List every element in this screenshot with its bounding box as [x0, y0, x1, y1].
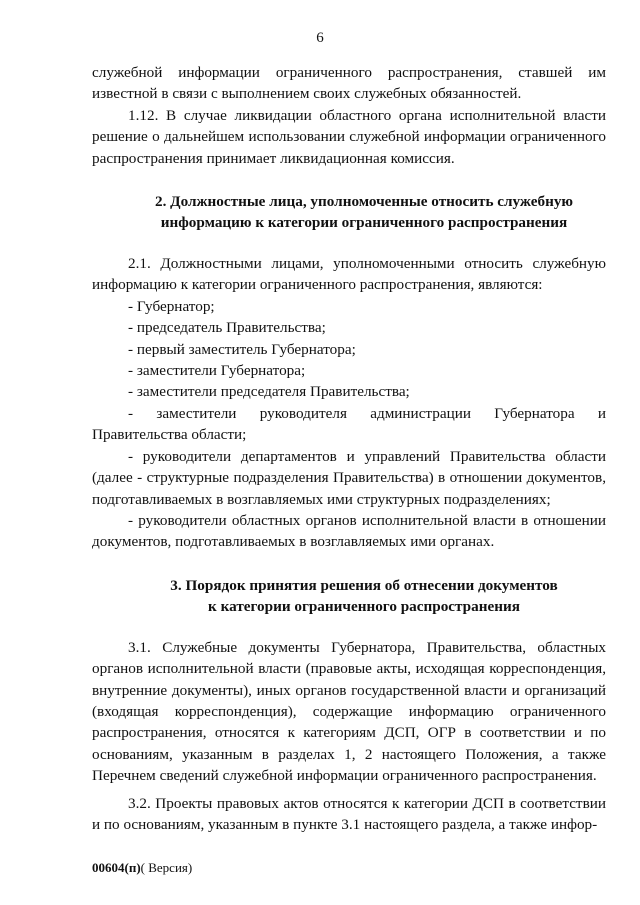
list-item: - заместители руководителя администрации Губернатора и Правительства области;	[92, 404, 606, 444]
footer-version: ( Версия)	[140, 860, 193, 875]
paragraph-continuation: служебной информации ограниченного распространения, ставшей им известной в связи с выполнением своих служебных обязанностей.	[92, 64, 606, 103]
section-2-heading	[92, 191, 606, 233]
list-item: - председатель Правительства;	[128, 319, 326, 337]
page-number: 6	[316, 30, 324, 46]
paragraph-3-1: 3.1. Служебные документы Губернатора, Правительства, областных органов исполнительной власти (правовые акты, исходящая корреспонденция, внутренние документы), иных органов государственной власти и организаций (входящая корреспонденция), содержащие информацию ограниченного распространения, относятся к категориям ДСП, ОГР в соответствии и по основаниям, указанным в разделах 1, 2 настоящего Положения, а также Перечнем сведений служебной информации ограниченного распространения.	[92, 638, 606, 785]
section-3-heading-line2: к категории ограниченного распространения	[208, 597, 520, 615]
list-item: - руководители департаментов и управлений Правительства области (далее - структурные подразделения Правительства) в отношении документов, подготавливаемых в возглавляемых ими структурных подразделениях;	[92, 447, 606, 508]
list-item: - заместители Губернатора;	[128, 362, 306, 380]
list-item: - Губернатор;	[128, 297, 215, 315]
section-3-heading-line1: 3. Порядок принятия решения об отнесении документов	[170, 576, 558, 594]
paragraph-3-2: 3.2. Проекты правовых актов относятся к категории ДСП в соответствии и по основаниям, указанным в пункте 3.1 настоящего раздела, а также инфор-	[92, 794, 606, 833]
section-3-heading	[92, 575, 606, 617]
document-body	[92, 62, 606, 835]
paragraph-2-1: 2.1. Должностными лицами, уполномоченными относить служебную информацию к категории ограниченного распространения, являются:	[92, 255, 606, 294]
section-2-heading-line2: информацию к категории ограниченного распространения	[160, 214, 568, 232]
list-item: - заместители председателя Правительства;	[128, 383, 410, 401]
section-2-heading-line1: 2. Должностные лица, уполномоченные относить служебную	[154, 193, 574, 211]
list-item: - руководители областных органов исполнительной власти в отношении документов, подготавливаемых в возглавляемых ими органах.	[92, 511, 606, 551]
footer-code: 00604(п)	[92, 860, 141, 875]
paragraph-1-12: 1.12. В случае ликвидации областного органа исполнительной власти решение о дальнейшем использовании служебной информации ограниченного распространения принимает ликвидационная комиссия.	[92, 106, 606, 167]
list-item: - первый заместитель Губернатора;	[128, 340, 356, 358]
document-footer	[92, 860, 192, 876]
